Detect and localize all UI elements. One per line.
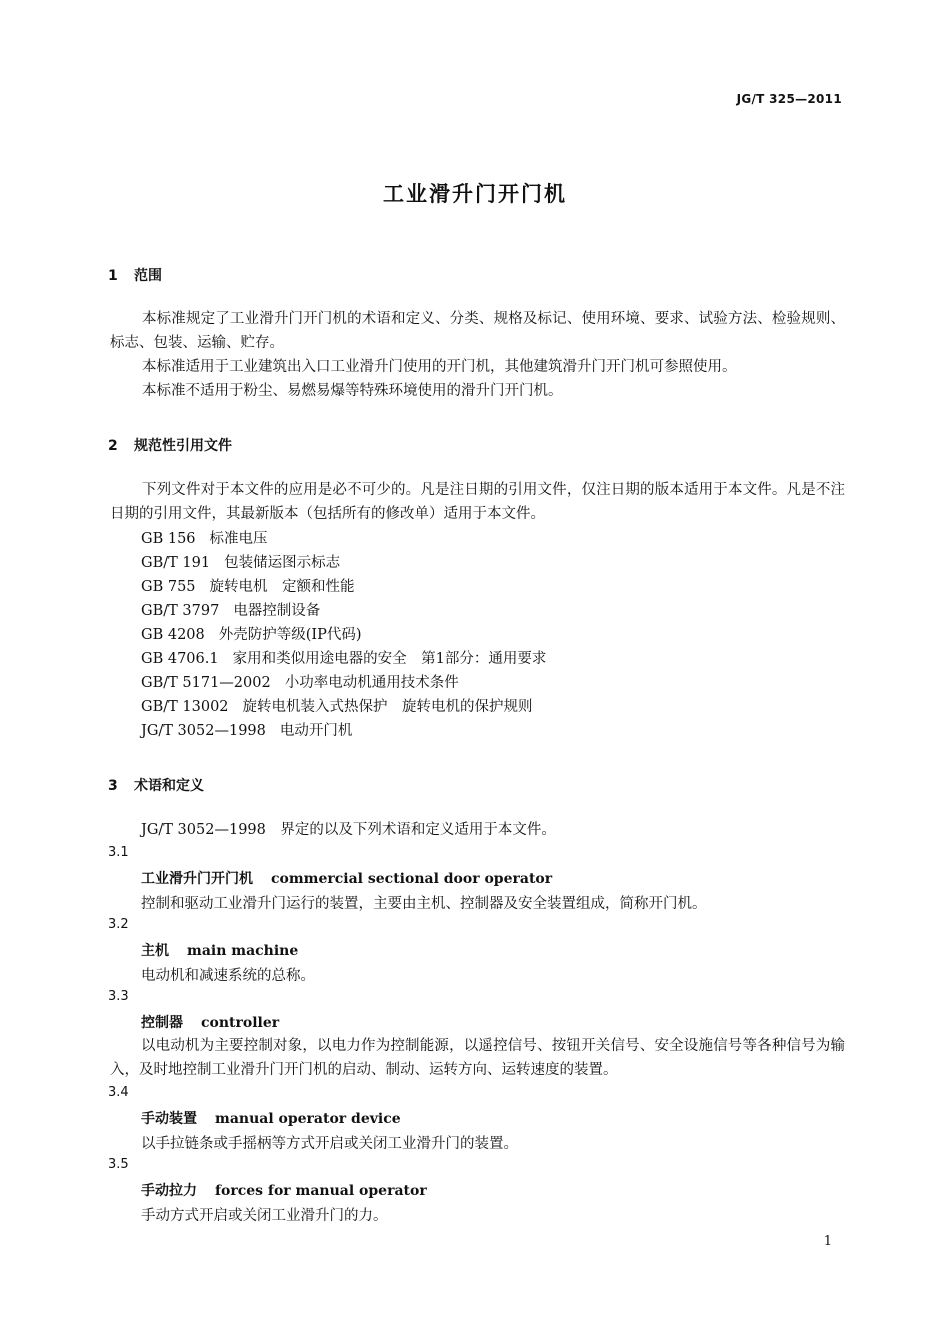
term-name-en: controller: [201, 1015, 280, 1031]
term-name-zh: 控制器: [141, 1015, 183, 1031]
paragraph: 下列文件对于本文件的应用是必不可少的。凡是注日期的引用文件，仅注日期的版本适用于本文件。凡是不注日期的引用文件，其最新版本（包括所有的修改单）适用于本文件。: [110, 482, 845, 522]
paragraph: 本标准不适用于粉尘、易燃易爆等特殊环境使用的滑升门开门机。: [142, 383, 563, 399]
reference-code: GB/T 191: [141, 555, 211, 571]
term-number: 3.5: [108, 1157, 129, 1172]
reference-item: [141, 527, 268, 548]
reference-title: 电动开门机: [279, 723, 353, 739]
reference-title: 小功率电动机通用技术条件: [284, 675, 459, 691]
reference-code: GB/T 3797: [141, 603, 220, 619]
term-number: 3.3: [108, 989, 129, 1004]
reference-code: GB 755: [141, 579, 196, 595]
term-name: [141, 940, 298, 960]
term-number: 3.1: [108, 845, 129, 860]
paragraph: 本标准适用于工业建筑出入口工业滑升门使用的开门机，其他建筑滑升门开门机可参照使用。: [142, 359, 737, 375]
term-name-zh: 手动拉力: [141, 1183, 197, 1199]
reference-item: [141, 719, 352, 740]
reference-title: 标准电压: [209, 531, 268, 547]
term-definition: 以电动机为主要控制对象，以电力作为控制能源，以遥控信号、按钮开关信号、安全设施信号等各种信号为输入，及时地控制工业滑升门开门机的启动、制动、运转方向、运转速度的装置。: [110, 1038, 845, 1078]
document-title: 工业滑升门开门机: [383, 182, 567, 206]
reference-title: 外壳防护等级(IP代码): [218, 627, 362, 643]
standard-code: JG/T 325—2011: [736, 92, 842, 106]
section-title: 范围: [134, 268, 162, 284]
reference-code: JG/T 3052—1998: [141, 723, 266, 739]
section-heading-terms-definitions: [108, 775, 204, 795]
section-number: 2: [108, 438, 118, 454]
term-definition: 以手拉链条或手摇柄等方式开启或关闭工业滑升门的装置。: [141, 1136, 518, 1152]
term-definition: 手动方式开启或关闭工业滑升门的力。: [141, 1208, 388, 1224]
reference-title: 家用和类似用途电器的安全 第1部分：通用要求: [232, 651, 547, 667]
reference-code: GB/T 5171—2002: [141, 675, 271, 691]
reference-code: GB 156: [141, 531, 196, 547]
term-name: [141, 1012, 279, 1032]
reference-item: [141, 671, 459, 692]
section-heading-scope: [108, 265, 162, 285]
reference-item: [141, 599, 320, 620]
term-name-en: main machine: [187, 943, 299, 959]
reference-item: [141, 623, 362, 644]
term-definition: 控制和驱动工业滑升门运行的装置，主要由主机、控制器及安全装置组成，简称开门机。: [141, 896, 707, 912]
reference-title: 旋转电机 定额和性能: [209, 579, 355, 595]
paragraph: 本标准规定了工业滑升门开门机的术语和定义、分类、规格及标记、使用环境、要求、试验方法、检验规则、标志、包装、运输、贮存。: [110, 311, 845, 351]
reference-item: [141, 647, 546, 668]
section-number: 1: [108, 268, 118, 284]
section-title: 术语和定义: [134, 778, 204, 794]
term-name: [141, 1180, 427, 1200]
term-name-zh: 工业滑升门开门机: [141, 871, 253, 887]
term-name: [141, 868, 552, 888]
section-title: 规范性引用文件: [134, 438, 232, 454]
term-number: 3.4: [108, 1085, 129, 1100]
term-name-en: commercial sectional door operator: [271, 871, 553, 887]
reference-item: [141, 695, 533, 716]
term-name-en: manual operator device: [215, 1111, 401, 1127]
terms-intro: JG/T 3052—1998 界定的以及下列术语和定义适用于本文件。: [141, 822, 556, 838]
term-definition: 电动机和减速系统的总称。: [141, 968, 315, 984]
page-number: 1: [823, 1234, 832, 1249]
section-number: 3: [108, 778, 118, 794]
reference-item: [141, 551, 340, 572]
reference-item: [141, 575, 355, 596]
term-name: [141, 1108, 401, 1128]
reference-code: GB/T 13002: [141, 699, 229, 715]
term-number: 3.2: [108, 917, 129, 932]
term-name-zh: 手动装置: [141, 1111, 197, 1127]
reference-title: 旋转电机装入式热保护 旋转电机的保护规则: [242, 699, 533, 715]
section-heading-normative-references: [108, 435, 232, 455]
term-name-zh: 主机: [141, 943, 169, 959]
reference-title: 包装储运图示标志: [224, 555, 341, 571]
reference-title: 电器控制设备: [233, 603, 321, 619]
reference-code: GB 4208: [141, 627, 205, 643]
reference-code: GB 4706.1: [141, 651, 219, 667]
term-name-en: forces for manual operator: [215, 1183, 427, 1199]
